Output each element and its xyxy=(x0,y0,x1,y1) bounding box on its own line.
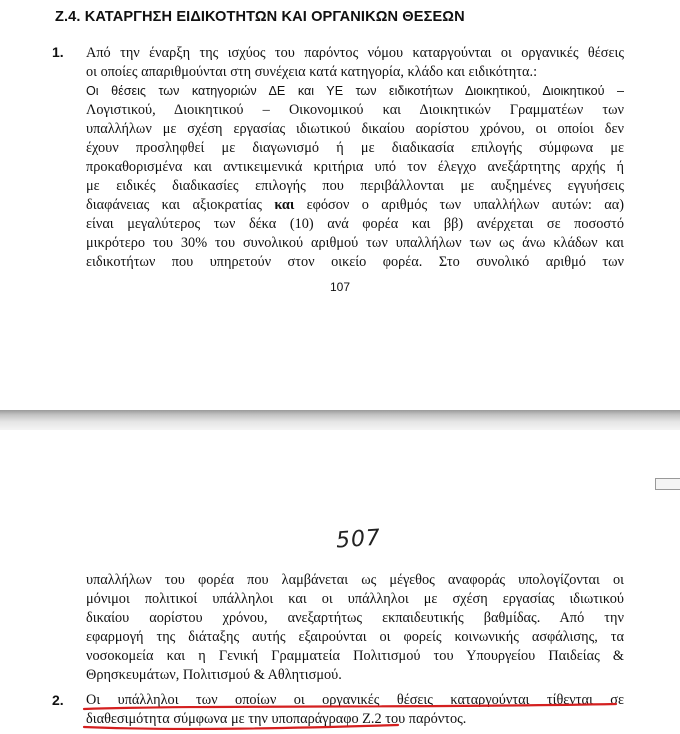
paragraph-line-mixed xyxy=(86,197,624,214)
paragraph-line: Λογιστικού, Διοικητικού – Οικονομικού και Διοικητικών Γραμματέων των xyxy=(86,102,624,118)
paragraph-line: νοσοκομεία και η Γενική Γραμματεία Πολιτισμού του Υπουργείου Παιδείας & xyxy=(86,648,624,664)
paragraph-line: έχουν προσληφθεί με διαγωνισμό ή με διαδικασία επιλογής σύμφωνα με xyxy=(86,140,624,156)
paragraph-line: υπαλλήλων με σχέση εργασίας ιδιωτικού δικαίου αορίστου χρόνου, οι οποίοι δεν xyxy=(86,121,624,137)
corner-mark xyxy=(655,478,680,490)
item-number-1: 1. xyxy=(52,44,64,60)
bold-word: και xyxy=(274,197,295,213)
page-separator xyxy=(0,410,680,430)
item2-line: διαθεσιμότητα σύμφωνα με την υποπαράγραφο Ζ.2 του παρόντος. xyxy=(86,711,467,727)
page-number: 107 xyxy=(329,280,351,294)
paragraph-line: μικρότερο του 30% του συνολικού αριθμού των υπαλλήλων των ως άνω κλάδων και xyxy=(86,235,624,251)
paragraph-line: Οι θέσεις των κατηγοριών ΔΕ και ΥΕ των ειδικοτήτων Διοικητικού, Διοικητικού – xyxy=(86,84,624,98)
paragraph-line: με ειδικές διαδικασίες επιλογής που περιβάλλονται με αυξημένες εγγυήσεις xyxy=(86,178,624,194)
paragraph-line: οι οποίες απαριθμούνται στη συνέχεια κατά κατηγορία, κλάδο και ειδικότητα.: xyxy=(86,64,538,80)
handwritten-page-number: 507 xyxy=(335,525,382,554)
paragraph-line: δικαίου αορίστου χρόνου, ανεξαρτήτως εκπαιδευτικής βαθμίδας. Από την xyxy=(86,610,624,626)
paragraph-line: εφαρμογή της διάταξης αυτής εξαιρούνται οι φορείς κοινωνικής ασφάλισης, τα xyxy=(86,629,624,645)
paragraph-line: μόνιμοι πολιτικοί υπάλληλοι και οι υπάλληλοι με σχέση εργασίας ιδιωτικού xyxy=(86,591,624,607)
paragraph-line: Θρησκευμάτων, Πολιτισμού & Αθλητισμού. xyxy=(86,667,342,683)
item-number-2: 2. xyxy=(52,692,64,708)
paragraph-line: Από την έναρξη της ισχύος του παρόντος νόμου καταργούνται οι οργανικές θέσεις xyxy=(86,45,624,61)
section-heading: Ζ.4. ΚΑΤΑΡΓΗΣΗ ΕΙΔΙΚΟΤΗΤΩΝ ΚΑΙ ΟΡΓΑΝΙΚΩΝ ΘΕΣΕΩΝ xyxy=(55,9,465,25)
text-span: διαφάνειας και αξιοκρατίας xyxy=(86,197,262,213)
paragraph-line: είναι μεγαλύτερος των δέκα (10) ανά φορέα και ββ) ανέρχεται σε ποσοστό xyxy=(86,216,624,232)
text-span: εφόσον ο αριθμός των υπαλλήλων αυτών: αα) xyxy=(294,197,625,213)
paragraph-line: υπαλλήλων του φορέα που λαμβάνεται ως μέγεθος αναφοράς υπολογίζονται οι xyxy=(86,572,624,588)
paragraph-line: ειδικοτήτων που υπηρετούν στον οικείο φορέα. Στο συνολικό αριθμό των xyxy=(86,254,624,270)
item2-line: Οι υπάλληλοι των οποίων οι οργανικές θέσεις καταργούνται τίθενται σε xyxy=(86,692,624,708)
paragraph-line: προκαθορισμένα και αντικειμενικά κριτήρια υπό τον έλεγχο ανεξάρτητης αρχής ή xyxy=(86,159,624,175)
